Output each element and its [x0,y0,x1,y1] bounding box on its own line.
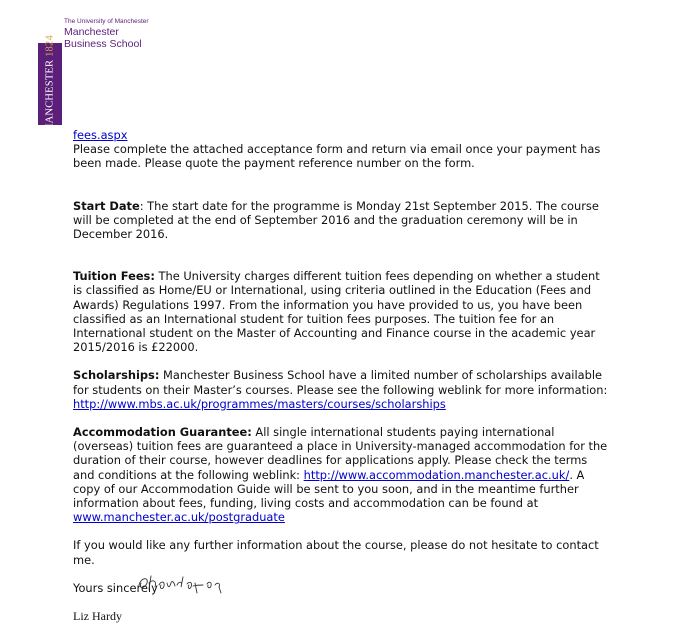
fees-link[interactable]: fees.aspx [73,128,128,142]
contact-paragraph: If you would like any further information about the course, please do not hesitate to contact me. [73,538,599,567]
start-date-paragraph [73,199,608,242]
tuition-fees-paragraph [73,269,608,354]
scholarships-link[interactable]: http://www.mbs.ac.uk/programmes/masters/courses/scholarships [73,396,446,411]
acceptance-paragraph [73,128,608,171]
university-crest-logo [38,35,62,133]
accommodation-link[interactable]: http://www.accommodation.manchester.ac.uk/ [303,467,570,482]
start-date-label: Start Date [73,198,140,213]
logo-word: MANCHESTER [44,59,56,133]
tuition-fees-label: Tuition Fees: [73,269,155,284]
tuition-fees-text: The University charges different tuition fees depending on whether a student is classified as Home/EU or International, using criteria outlined in the Education (Fees and Awards) Regulations 1997. From the information you have provided to us, you have been classified as an International student for tuition fees purposes. The tuition fee for an International student on the Master of Accounting and Finance course in the academic year 2015/2016 is £22000. [73,269,600,355]
letter-body [73,128,608,595]
accommodation-paragraph [73,425,608,524]
acceptance-text: Please complete the attached acceptance form and return via email once your payment has been made. Please quote the payment reference number on the form. [73,142,601,171]
postgraduate-link[interactable]: www.manchester.ac.uk/postgraduate [73,510,285,525]
university-line: The University of Manchester [64,18,149,25]
accommodation-text-2: . A copy of our Accommodation Guide will be sent to you soon, and in the meantime further information about fees, funding, living costs and accommodation can be found at [73,467,585,511]
school-name-line1: Manchester [64,26,119,38]
handwritten-signature [135,573,250,595]
scholarships-paragraph [73,368,608,411]
logo-vertical-text [45,35,56,133]
start-date-text: : The start date for the programme is Monday 21st September 2015. The course will be completed at the end of September 2016 and the graduation ceremony will be in December 2016. [73,198,599,242]
school-name-line2: Business School [64,38,142,50]
accommodation-text-1: All single international students paying international (overseas) tuition fees are guaranteed a place in University-managed accommodation for the duration of their course, however deadlines for applications apply. Please check the terms and conditions at the following weblink: [73,425,608,482]
accommodation-label: Accommodation Guarantee: [73,425,252,440]
scholarships-text: Manchester Business School have a limited number of scholarships available for students on their Master’s courses. Please see the following weblink for more information: [73,368,608,397]
logo-year: 1824 [44,35,56,57]
closing-line: Yours sincerely [73,580,158,595]
school-branding [64,18,149,50]
signer-name: Liz Hardy [73,609,122,623]
scholarships-label: Scholarships: [73,368,160,383]
